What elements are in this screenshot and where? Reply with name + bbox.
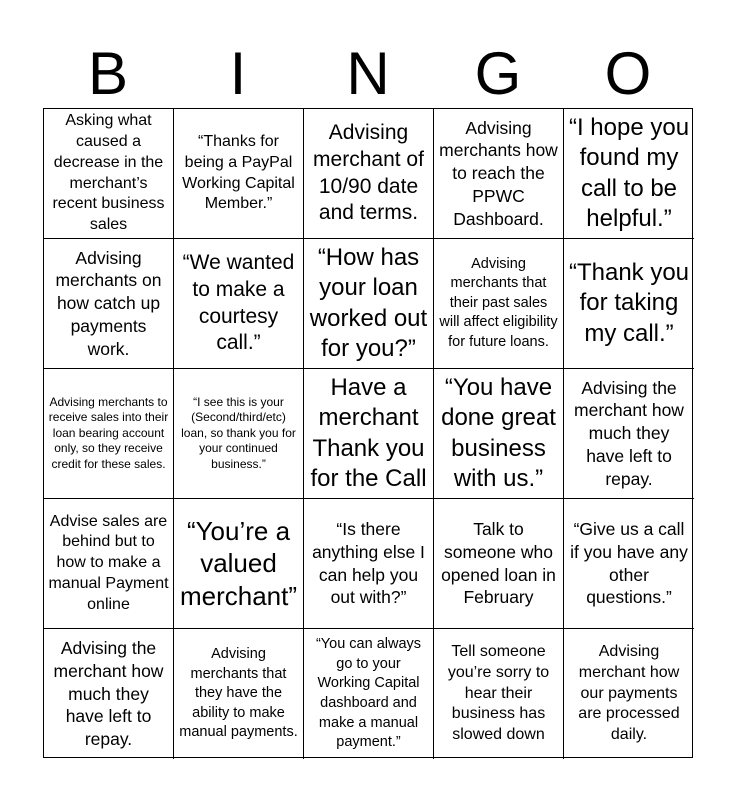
bingo-cell-r3-c3[interactable]: Have a merchant Thank you for the Call <box>304 369 434 499</box>
bingo-cell-r2-c3[interactable]: “How has your loan worked out for you?” <box>304 239 434 369</box>
bingo-cell-r5-c1[interactable]: Advising the merchant how much they have left to repay. <box>44 629 174 759</box>
bingo-cell-r1-c2[interactable]: “Thanks for being a PayPal Working Capital Member.” <box>174 109 304 239</box>
bingo-cell-r2-c5[interactable]: “Thank you for taking my call.” <box>564 239 694 369</box>
bingo-card-grid <box>43 108 693 758</box>
bingo-cell-r4-c5[interactable]: “Give us a call if you have any other questions.” <box>564 499 694 629</box>
title-letter-i: I <box>229 40 247 107</box>
bingo-cell-r3-c4[interactable]: “You have done great business with us.” <box>434 369 564 499</box>
bingo-cell-r1-c3[interactable]: Advising merchant of 10/90 date and terms. <box>304 109 434 239</box>
bingo-cell-r4-c1[interactable]: Advise sales are behind but to how to make a manual Payment online <box>44 499 174 629</box>
bingo-cell-r4-c2[interactable]: “You’re a valued merchant” <box>174 499 304 629</box>
bingo-cell-r5-c5[interactable]: Advising merchant how our payments are processed daily. <box>578 643 680 744</box>
bingo-cell-r3-c2[interactable]: “I see this is your (Second/third/etc) loan, so thank you for your continued business.” <box>174 369 304 499</box>
bingo-title <box>43 40 693 108</box>
title-letter-g: G <box>474 40 522 107</box>
bingo-cell-r1-c1[interactable]: Asking what caused a decrease in the merchant’s recent business sales <box>44 109 174 239</box>
bingo-cell-r2-c4[interactable]: Advising merchants that their past sales will affect eligibility for future loans. <box>434 239 564 369</box>
title-letter-o: O <box>604 40 652 107</box>
bingo-cell-r1-c4[interactable]: Advising merchants how to reach the PPWC Dashboard. <box>434 109 564 239</box>
bingo-cell-r4-c4[interactable]: Talk to someone who opened loan in February <box>434 499 564 629</box>
bingo-cell-r3-c5[interactable]: Advising the merchant how much they have left to repay. <box>564 369 694 499</box>
bingo-cell-r4-c3[interactable]: “Is there anything else I can help you out with?” <box>304 499 434 629</box>
title-letter-b: B <box>87 40 129 107</box>
bingo-cell-r5-c3[interactable]: “You can always go to your Working Capital dashboard and make a manual payment.” <box>304 629 434 759</box>
bingo-cell-r1-c5[interactable]: “I hope you found my call to be helpful.” <box>564 109 694 239</box>
bingo-cell-r2-c2[interactable]: “We wanted to make a courtesy call.” <box>174 239 304 369</box>
bingo-cell-r5-c2[interactable]: Advising merchants that they have the ability to make manual payments. <box>174 629 304 759</box>
bingo-cell-r2-c1[interactable]: Advising merchants on how catch up payments work. <box>44 239 174 369</box>
bingo-cell-r3-c1[interactable]: Advising merchants to receive sales into their loan bearing account only, so they receive credit for these sales. <box>44 369 174 499</box>
bingo-cell-r5-c4[interactable]: Tell someone you’re sorry to hear their business has slowed down <box>434 629 564 759</box>
title-letter-n: N <box>346 40 390 107</box>
